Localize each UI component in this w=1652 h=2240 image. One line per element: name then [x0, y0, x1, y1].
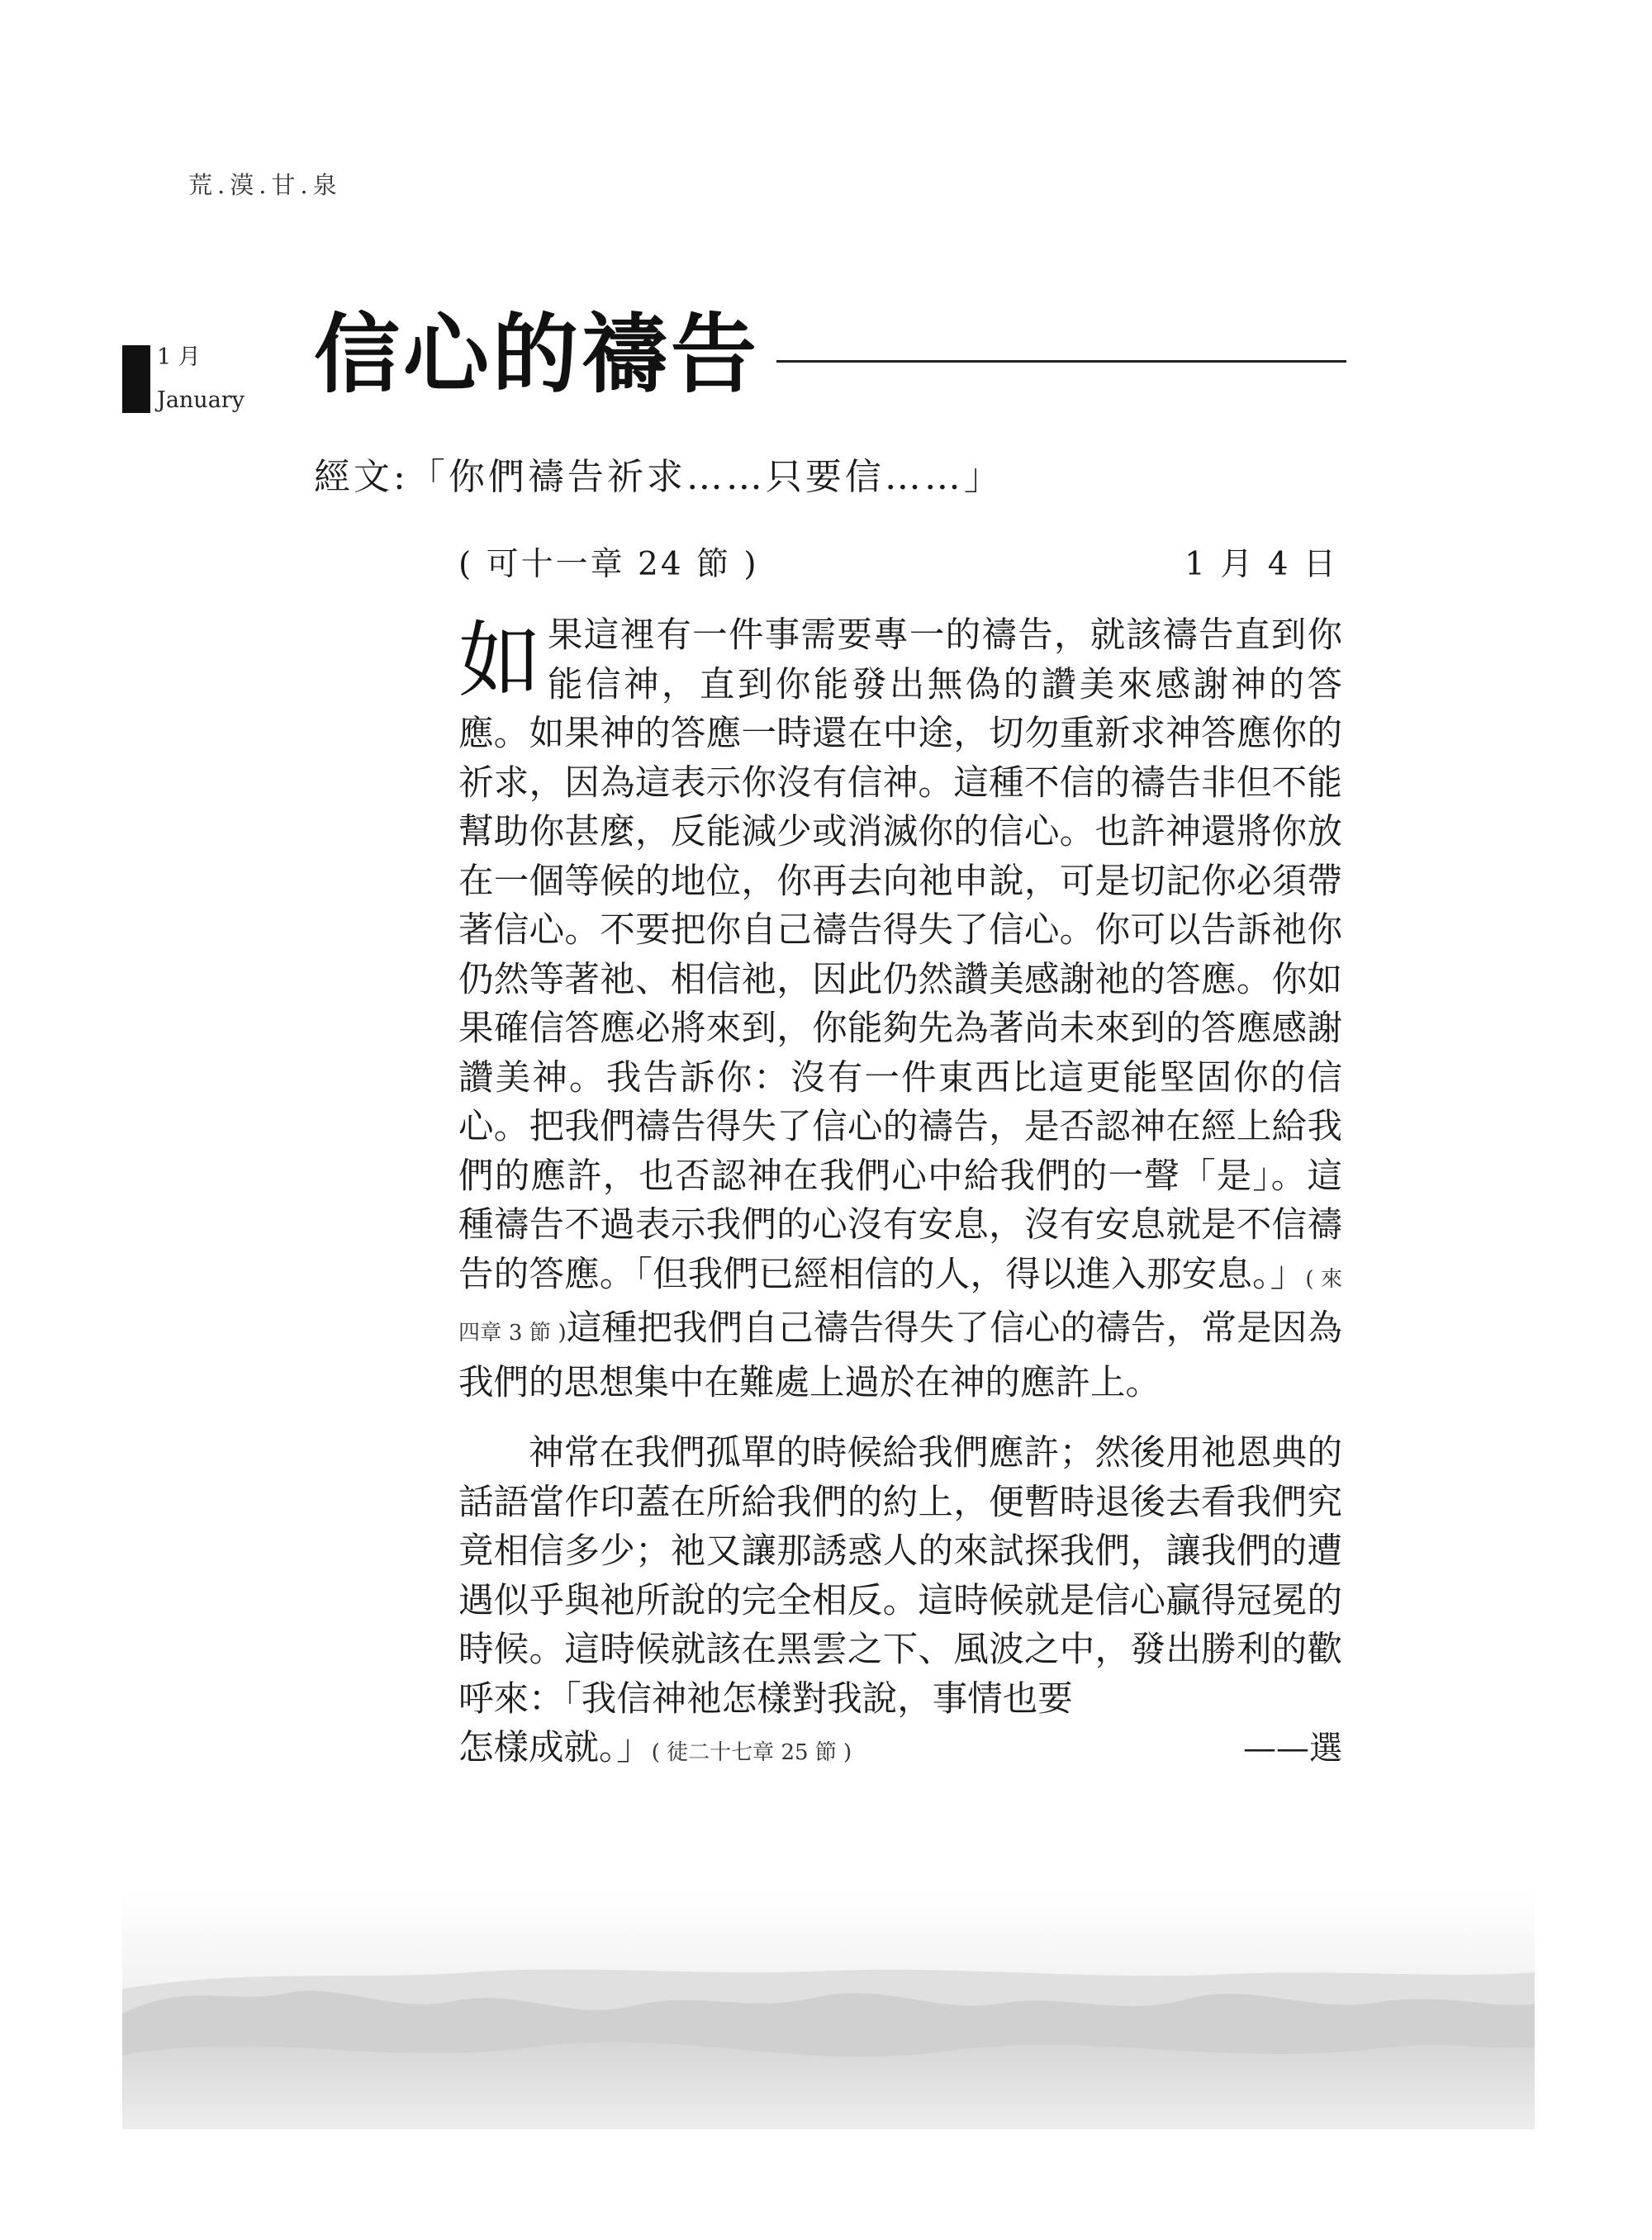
paragraph-2-text: 神常在我們孤單的時候給我們應許；然後用祂恩典的話語當作印蓋在所給我們的約上，便暫時退後去看我們究竟相信多少；祂又讓那誘惑人的來試探我們，讓我們的遭遇似乎與祂所說的完全相反。這時候就是信心贏得冠冕的時候。這時候就該在黑雲之下、風波之中，發出勝利的歡呼來：「我信神祂怎樣對我說，事情也要 [458, 1433, 1342, 1720]
paragraph-1-text-b: 這種把我們自己禱告得失了信心的禱告，常是因為我們的思想集中在難處上過於在神的應許上。 [458, 1308, 1342, 1403]
devotional-body [458, 611, 1342, 1778]
month-marker [122, 345, 244, 413]
paragraph-1-text-a: 果這裡有一件事需要專一的禱告，就該禱告直到你能信神，直到你能發出無偽的讚美來感謝神的答應。如果神的答應一時還在中途，切勿重新求神答應你的祈求，因為這表示你沒有信神。這種不信的禱告非但不能幫助你甚麼，反能減少或消滅你的信心。也許神還將你放在一個等候的地位，你再去向祂申說，可是切記你必須帶著信心。不要把你自己禱告得失了信心。你可以告訴祂你仍然等著祂、相信祂，因此仍然讚美感謝祂的答應。你如果確信答應必將來到，你能夠先為著尚未來到的答應感謝讚美神。我告訴你：沒有一件東西比這更能堅固你的信心。把我們禱告得失了信心的禱告，是否認神在經上給我們的應許，也否認神在我們心中給我們的一聲「是」。這種禱告不過表示我們的心沒有安息，沒有安息就是不信禱告的答應。「但我們已經相信的人，得以進入那安息。」 [458, 615, 1342, 1295]
citation-hebrews: ( 來四章 3 節 ) [458, 1266, 1342, 1345]
running-header: 荒.漠.甘.泉 [188, 171, 342, 199]
page-title: 信心的禱告 [314, 303, 761, 405]
desert-landscape-image [122, 1890, 1535, 2129]
closing-line [458, 1724, 852, 1778]
month-en: January [157, 387, 244, 414]
month-zh: 1 月 [157, 344, 201, 370]
drop-cap: 如 [458, 612, 541, 709]
entry-date: 1 月 4 日 [1184, 546, 1338, 583]
signature: ——選 [1243, 1730, 1342, 1768]
citation-acts: ( 徒二十七章 25 節 ) [651, 1740, 852, 1765]
scripture-reference: ( 可十一章 24 節 ) [458, 546, 759, 583]
paragraph-2 [458, 1429, 1342, 1724]
reference-row [458, 539, 1338, 585]
month-marker-bar [122, 345, 150, 413]
title-rule [776, 360, 1346, 363]
signature-row [458, 1724, 1342, 1778]
scripture-line: 經文:「你們禱告祈求……只要信……」 [314, 456, 1004, 498]
paragraph-1 [458, 611, 1342, 1407]
month-marker-text [157, 345, 244, 413]
paragraph-2-last-line: 怎樣成就。」 [458, 1728, 652, 1768]
